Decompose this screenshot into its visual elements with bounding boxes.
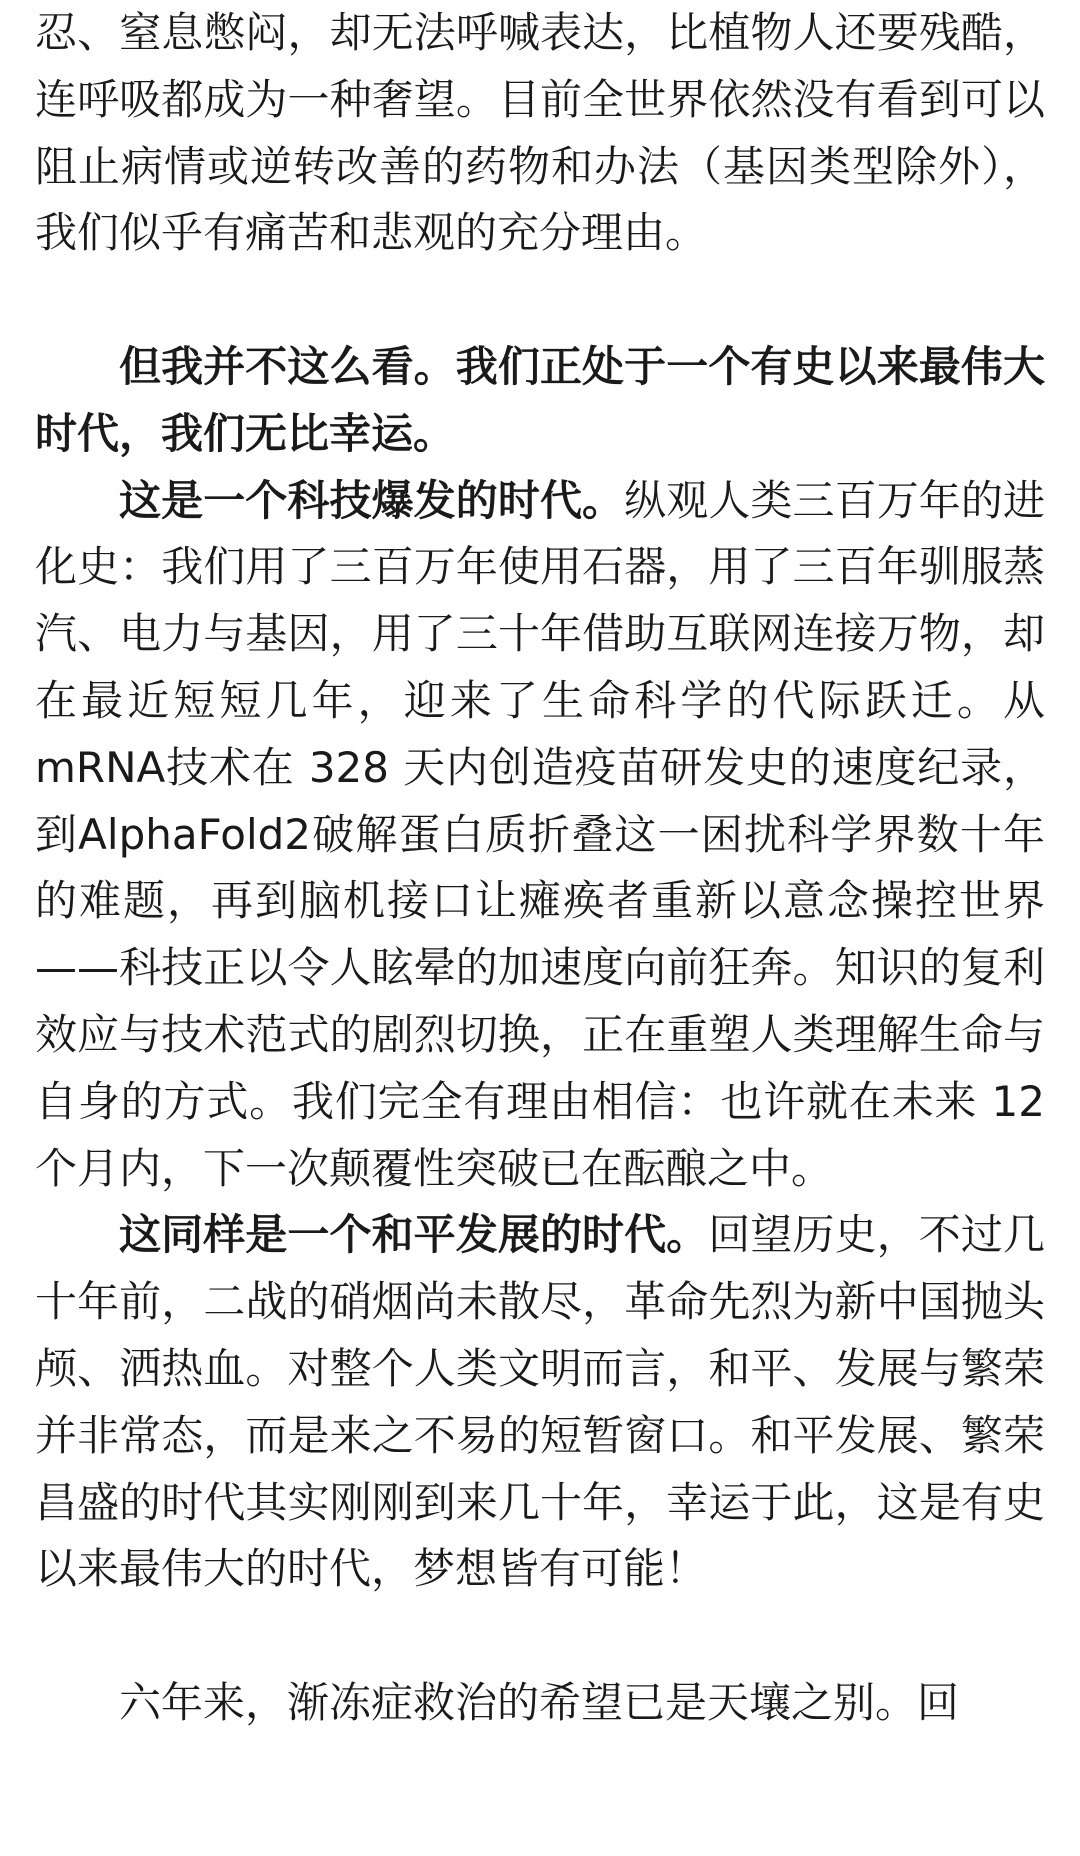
paragraph-peace-development <box>35 1202 1045 1603</box>
peace-development-text: 回望历史，不过几十年前，二战的硝烟尚未散尽，革命先烈为新中国抛头颅、洒热血。对整个人类文明而言，和平、发展与繁荣并非常态，而是来之不易的短暂窗口。和平发展、繁荣昌盛的时代其实刚刚到来几十年，幸运于此，这是有史以来最伟大的时代，梦想皆有可能！ <box>35 1210 1045 1594</box>
tech-explosion-heading: 这是一个科技爆发的时代。 <box>119 475 625 525</box>
paragraph-patient-suffering: 忍、窒息憋闷，却无法呼喊表达，比植物人还要残酷，连呼吸都成为一种奢望。目前全世界依然没有看到可以阻止病情或逆转改善的药物和办法（基因类型除外），我们似乎有痛苦和悲观的充分理由。 <box>35 8 1045 258</box>
article-body <box>35 0 1045 1737</box>
paragraph-greatest-era: 但我并不这么看。我们正处于一个有史以来最伟大时代，我们无比幸运。 <box>35 341 1045 458</box>
paragraph-spacer <box>35 1603 1045 1670</box>
paragraph-tech-explosion <box>35 468 1045 1203</box>
paragraph-spacer <box>35 267 1045 334</box>
peace-development-heading: 这同样是一个和平发展的时代。 <box>119 1210 709 1260</box>
tech-explosion-text: 纵观人类三百万年的进化史：我们用了三百万年使用石器，用了三百年驯服蒸汽、电力与基因，用了三十年借助互联网连接万物，却在最近短短几年，迎来了生命科学的代际跃迁。从mRNA技术在 328 天内创造疫苗研发史的速度纪录，到AlphaFold2破解蛋白质折叠这一困扰科学界数十年的难题，再到脑机接口让瘫痪者重新以意念操控世界——科技正以令人眩晕的加速度向前狂奔。知识的复利效应与技术范式的剧烈切换，正在重塑人类理解生命与自身的方式。我们完全有理由相信：也许就在未来 12 个月内，下一次颠覆性突破已在酝酿之中。 <box>35 475 1045 1193</box>
paragraph-six-years: 六年来，渐冻症救治的希望已是天壤之别。回 <box>119 1677 960 1727</box>
